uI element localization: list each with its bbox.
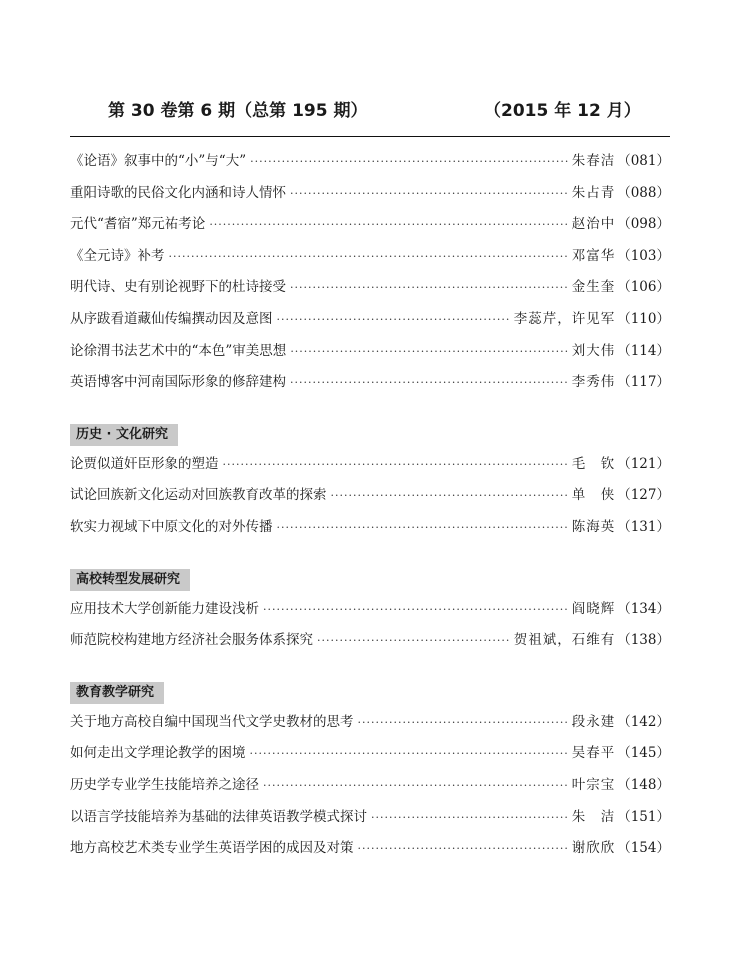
page-number: （106） xyxy=(617,279,670,296)
issue-header xyxy=(70,90,670,130)
article-title: 论贾似道奸臣形象的塑造 xyxy=(70,455,219,472)
toc-entry xyxy=(70,770,670,802)
toc-entry xyxy=(70,304,670,336)
page-number: （127） xyxy=(617,487,670,504)
article-author: 刘大伟 xyxy=(571,342,616,359)
dot-leader xyxy=(290,178,568,210)
article-author: 毛 钦 xyxy=(571,455,616,472)
page-number: （134） xyxy=(617,600,670,617)
dot-leader xyxy=(277,304,510,336)
article-author: 朱占青 xyxy=(571,184,616,201)
page-number: （098） xyxy=(617,216,670,233)
dot-leader xyxy=(223,449,568,481)
article-author: 朱春洁 xyxy=(571,153,616,169)
toc-entry xyxy=(70,480,670,512)
page-number: （151） xyxy=(617,808,670,825)
article-title: 论徐渭书法艺术中的“本色”审美思想 xyxy=(70,342,287,359)
section-spacer xyxy=(70,399,670,420)
section-heading-row xyxy=(70,420,670,449)
page-number: （154） xyxy=(617,840,670,857)
article-title: 关于地方高校自编中国现当代文学史教材的思考 xyxy=(70,713,354,730)
dot-leader xyxy=(277,512,568,544)
article-author: 单 侠 xyxy=(571,487,616,504)
page-number: （088） xyxy=(617,184,670,201)
article-title: 软实力视域下中原文化的对外传播 xyxy=(70,518,273,535)
toc-entry xyxy=(70,449,670,481)
issue-title: 第 30 卷第 6 期（总第 195 期） xyxy=(108,101,368,121)
article-author: 赵治中 xyxy=(571,216,616,233)
article-title: 如何走出文学理论教学的困境 xyxy=(70,745,246,762)
dot-leader xyxy=(290,336,567,368)
section-heading-row xyxy=(70,678,670,707)
article-title: 以语言学技能培养为基础的法律英语教学模式探讨 xyxy=(70,808,367,825)
article-title: 历史学专业学生技能培养之途径 xyxy=(70,776,259,793)
page-number: （117） xyxy=(617,374,670,391)
article-title: 重阳诗歌的民俗文化内涵和诗人情怀 xyxy=(70,184,286,201)
page-number: （142） xyxy=(617,713,670,730)
article-title: 英语博客中河南国际形象的修辞建构 xyxy=(70,374,286,391)
section-heading-row xyxy=(70,565,670,594)
section-spacer xyxy=(70,544,670,565)
dot-leader xyxy=(358,833,568,865)
toc-entry xyxy=(70,241,670,273)
article-title: 《全元诗》补考 xyxy=(70,247,165,264)
article-author: 吴春平 xyxy=(571,745,616,762)
article-author: 阎晓辉 xyxy=(571,600,616,617)
section-spacer xyxy=(70,657,670,678)
article-title: 地方高校艺术类专业学生英语学困的成因及对策 xyxy=(70,840,354,857)
toc-entry xyxy=(70,272,670,304)
dot-leader xyxy=(331,480,568,512)
page-number: （103） xyxy=(617,247,670,264)
article-author: 邓富华 xyxy=(571,247,616,264)
toc-entry xyxy=(70,738,670,770)
article-author: 李秀伟 xyxy=(571,374,616,391)
toc-entry xyxy=(70,367,670,399)
page-number: （145） xyxy=(617,745,670,762)
table-of-contents xyxy=(70,146,670,865)
dot-leader xyxy=(290,272,568,304)
toc-entry xyxy=(70,625,670,657)
section-heading: 历史 · 文化研究 xyxy=(70,424,178,446)
article-author: 李蕊芹，许见军 xyxy=(513,310,616,327)
page-number: （081） xyxy=(617,153,670,169)
article-title: 从序跋看道藏仙传编撰动因及意图 xyxy=(70,310,273,327)
article-author: 陈海英 xyxy=(571,518,616,535)
toc-entry xyxy=(70,512,670,544)
article-title: 元代“耆宿”郑元祐考论 xyxy=(70,216,206,233)
dot-leader xyxy=(317,625,510,657)
article-author: 朱 洁 xyxy=(571,808,616,825)
toc-entry xyxy=(70,336,670,368)
article-author: 贺祖斌，石维有 xyxy=(513,632,616,649)
section-heading: 教育教学研究 xyxy=(70,682,164,704)
dot-leader xyxy=(290,367,568,399)
dot-leader xyxy=(371,802,568,834)
issue-date: （2015 年 12 月） xyxy=(484,101,641,121)
page-number: （110） xyxy=(617,310,670,327)
article-title: 《论语》叙事中的“小”与“大” xyxy=(70,153,247,169)
dot-leader xyxy=(263,770,568,802)
page-number: （131） xyxy=(617,518,670,535)
dot-leader xyxy=(209,209,567,241)
page-number: （138） xyxy=(617,632,670,649)
toc-entry xyxy=(70,594,670,626)
toc-entry xyxy=(70,146,670,178)
article-title: 应用技术大学创新能力建设浅析 xyxy=(70,600,259,617)
toc-entry xyxy=(70,209,670,241)
toc-entry xyxy=(70,178,670,210)
header-rule xyxy=(70,136,670,137)
article-title: 师范院校构建地方经济社会服务体系探究 xyxy=(70,632,313,649)
dot-leader xyxy=(169,241,568,273)
dot-leader xyxy=(263,594,568,626)
toc-entry xyxy=(70,833,670,865)
toc-entry xyxy=(70,707,670,739)
dot-leader xyxy=(250,738,568,770)
dot-leader xyxy=(250,146,568,178)
article-author: 段永建 xyxy=(571,713,616,730)
article-title: 试论回族新文化运动对回族教育改革的探索 xyxy=(70,487,327,504)
page-number: （121） xyxy=(617,455,670,472)
page-number: （114） xyxy=(617,342,670,359)
toc-entry xyxy=(70,802,670,834)
section-heading: 高校转型发展研究 xyxy=(70,569,190,591)
article-author: 叶宗宝 xyxy=(571,776,616,793)
article-title: 明代诗、史有别论视野下的杜诗接受 xyxy=(70,279,286,296)
article-author: 谢欣欣 xyxy=(571,840,616,857)
page-number: （148） xyxy=(617,776,670,793)
dot-leader xyxy=(358,707,568,739)
article-author: 金生奎 xyxy=(571,279,616,296)
